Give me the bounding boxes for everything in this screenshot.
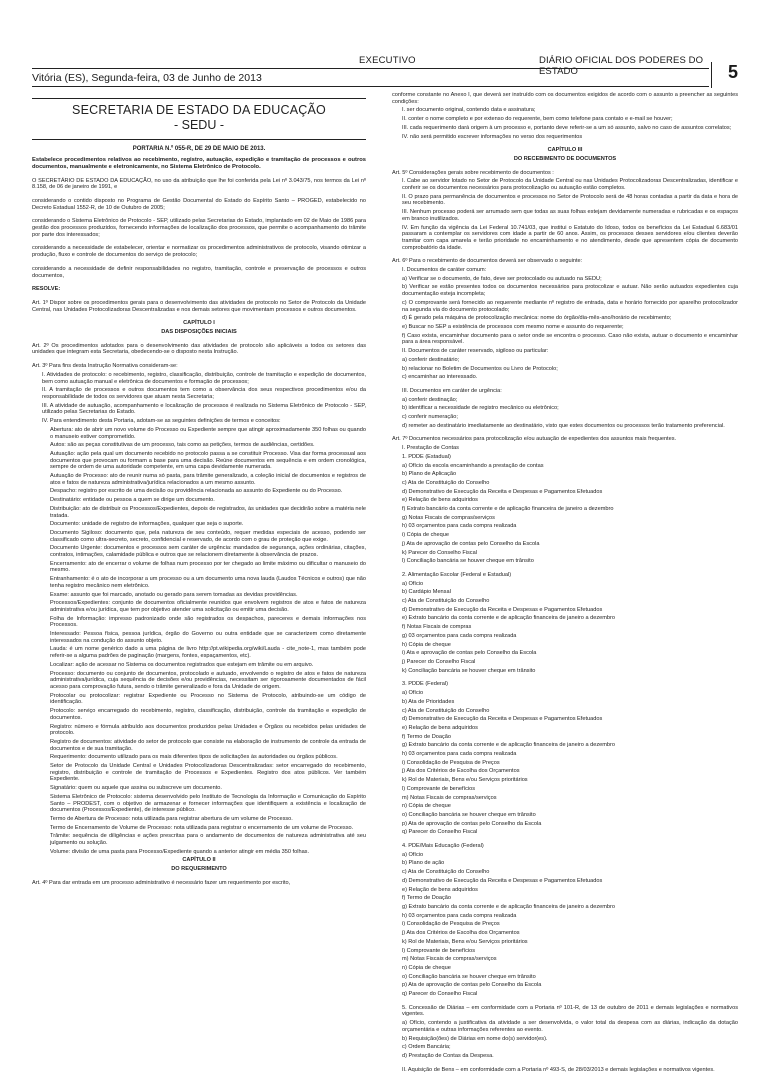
list-item: n) Cópia de cheque (402, 964, 451, 971)
list-item: Destinatário: entidade ou pessoa a quem se dirige um documento. (50, 497, 215, 504)
list-item: Distribuição: ato de distribuir os Processos/Expedientes, depois de registrados, às unidades que decidirão sobre a matéria nele tratada. (50, 505, 366, 519)
list-item: c) encaminhar ao interessado. (402, 374, 478, 381)
list-item: Localizar: ação de acessar no Sistema os documentos registrados que estejam em trâmite ou em arquivo. (50, 661, 314, 668)
list-item: c) conferir numeração; (402, 414, 458, 421)
subsection: 4. PDE/Mais Educação (Federal) (402, 843, 484, 850)
list-item: m) Notas Fiscais de compras/serviços (402, 794, 497, 801)
list-item: h) 03 orçamentos para cada compra realizada (402, 912, 517, 919)
paragraph: considerando o Sistema Eletrônico de Protocolo - SEP, utilizado pelas Secretarias do Estado, implantado em 02 de Maio de 1986 para gestão dos processos produzidos, fornecendo informações de localização dos processos, que permite o acompanhamento do trâmite por parte dos interessados; (32, 218, 366, 238)
list-item: I. ser documento original, contendo data e assinatura; (402, 107, 536, 114)
subsection: I. Documentos de caráter comum: (402, 267, 487, 274)
list-item: IV. não será permitido escrever informações no verso dos requerimentos (402, 133, 583, 140)
list-item: b) Plano de Aplicação (402, 471, 457, 478)
list-item: Exame: assunto que foi marcado, anotado ou gerado para serem tomadas as devidas providências. (50, 591, 298, 598)
list-item: j) Ata dos Critérios de Escolha dos Orçamentos (402, 930, 520, 937)
list-item: c) O comprovante será fornecido ao requerente mediante nº registro de entrada, data e horário fornecido por aparelho protocolizador na segunda via do documento protocolado; (402, 299, 738, 313)
list-item: e) Extrato bancário da conta corrente e de aplicação financeira de janeiro a dezembro (402, 615, 616, 622)
article: Art. 7º Documentos necessários para protocolização e/ou autuação de expedientes dos assuntos mais frequentes. (392, 436, 677, 443)
list-item: Autuação: ação pela qual um documento recebido no protocolo passa a se constituir Processo. Visa dar forma processual aos documentos que provocam ou formam a base para uma decisão. Reúne documentos em sequência e em ordem cronológica, sempre de ordem de uma autoridade competente, em uma capa devidamente numerada. (50, 450, 366, 471)
list-item: c) Ata de Constituição do Conselho (402, 598, 490, 605)
list-item: b) identificar a necessidade de registro mecânico ou eletrônico; (402, 405, 559, 412)
article: Art. 2º Os procedimentos adotados para o desenvolvimento das atividades de protocolo são aplicáveis a todos os setores das unidades que integram esta Secretaria, obedecendo-se o disposto nesta Instrução. (32, 342, 366, 356)
list-item: a) Verificar se o documento, de fato, deve ser protocolado ou autuado na SEDU; (402, 275, 602, 282)
section-label: EXECUTIVO (359, 55, 416, 66)
list-item: d) remeter ao destinatário imediatamente ao destinatário, visto que estes documentos ou processos terão tratamento preferencial. (402, 422, 725, 429)
list-item: b) Plano de ação (402, 860, 445, 867)
right-column (392, 92, 738, 1075)
list-item: f) Notas Fiscais de compras (402, 624, 472, 631)
list-item: j) Parecer do Conselho Fiscal (402, 659, 476, 665)
list-item: b) Cardápio Mensal (402, 589, 451, 596)
list-item: k) Conciliação bancária se houver cheque em trânsito (402, 667, 536, 674)
chapter-heading: CAPÍTULO II (182, 857, 216, 864)
list-item: a) Ofício (402, 580, 424, 587)
paragraph: O SECRETÁRIO DE ESTADO DA EDUCAÇÃO, no uso da atribuição que lhe foi conferida pela Lei nº 3.043/75, nos termos da Lei nº 8.158, de 06 de janeiro de 1991, e (32, 177, 366, 191)
list-item: b) Requisição(ões) de Diárias em nome do(s) servidor(es). (402, 1035, 548, 1042)
list-item: Registro de documentos: atividade do setor de protocolo que consiste na elaboração de instrumento de controle da entrada de documentos e de sua tramitação. (50, 738, 366, 752)
list-item: Sistema Eletrônico de Protocolo: sistema desenvolvido pelo Instituto de Tecnologia da Informação e Comunicação do Espírito Santo – PRODEST, com o objetivo de armazenar e fornecer informações que identifiquem a existência e localização de documentos (Processos/Expediente), de interesse público. (50, 793, 366, 814)
secretaria-subtitle: - SEDU - (174, 118, 224, 132)
list-item: Autuação de Processo: ato de reunir numa só pasta, para trâmite generalizado, a coleção inicial de documentos e registros de atos e fatos de natureza administrativa/jurídica relacionados a um mesmo assunto. (50, 473, 366, 486)
list-item: Folha de Informação: impresso padronizado onde são registrados os despachos, pareceres e demais informações nos Processos. (50, 615, 366, 629)
portaria-title: PORTARIA N.º 055-R, DE 29 DE MAIO DE 2013. (132, 146, 266, 152)
list-item: l) Comprovante de benefícios (402, 947, 476, 954)
list-item: IV. Em função da vigência da Lei Federal 10.741/03, que institui o Estatuto do Idoso, todos os benefícios da Lei Estadual 6.683/01 passaram a contemplar os servidores com idade a partir de 60 anos. Assim, os processos desses servidores e/ou clientes deverão tramitar com capa amarela e terão prioridade no encaminhamento e no atendimento, desde que apresentem cópia de documento comprobatório da idade. (402, 224, 738, 251)
list-item: a) Ofício da escola encaminhando a prestação de contas (402, 462, 544, 469)
list-item: q) Parecer do Conselho Fiscal (402, 991, 478, 998)
list-item: Protocolo: serviço encarregado do recebimento, registro, classificação, distribuição, controle da tramitação e expedição de documentos. (50, 708, 366, 721)
paragraph: considerando o contido disposto no Programa de Gestão Documental do Estado do Espírito Santo – PROGED, estabelecido no Decreto Estadual 1552-R, de 10 de Outubro de 2005; (32, 197, 366, 211)
list-item: IV. Para entendimento desta Portaria, adotam-se as seguintes definições de termos e conceitos: (42, 418, 281, 425)
list-item: e) Relação de bens adquiridos (402, 886, 478, 893)
list-item: f) Extrato bancário da conta corrente e de aplicação financeira de janeiro a dezembro (402, 506, 614, 513)
page-number: 5 (727, 62, 738, 82)
article: Art. 4º Para dar entrada em um processo administrativo é necessário fazer um requerimento por escrito, (32, 879, 291, 886)
list-item: k) Parecer do Conselho Fiscal (402, 549, 477, 556)
list-item: i) Cópia de cheque (402, 532, 449, 539)
list-item: Documento: unidade de registro de informações, qualquer que seja o suporte. (50, 521, 244, 528)
list-item: a) Ofício (402, 851, 424, 858)
chapter-heading: CAPÍTULO III (547, 147, 583, 154)
list-item: g) Extrato bancário da conta corrente e de aplicação financeira de janeiro a dezembro (402, 742, 616, 749)
list-item: m) Notas Fiscais de compras/serviços (402, 956, 497, 963)
list-item: c) Ata de Constituição do Conselho (402, 707, 490, 714)
masthead (32, 50, 738, 84)
ementa: Estabelece procedimentos relativos ao recebimento, registro, autuação, expedição e tramitação de processos e outros documentos, manualmente e eletronicamente, no Sistema Eletrônico de Protocolo. (32, 156, 366, 170)
list-item: d) Prestação de Contas da Despesa. (402, 1052, 494, 1059)
list-item: Encerramento: ato de encerrar o volume de folhas num processo por ter chegado ao limite máximo ou dificultar o manuseio do mesmo. (50, 560, 366, 574)
list-item: e) Relação de bens adquiridos (402, 497, 478, 504)
list-item: b) Verificar se estão presentes todos os documentos necessários para protocolizar e autuar. Não serão autuados expedientes cuja documentação esteja incompleta; (402, 284, 738, 298)
list-item: II. A tramitação de processos e outros documentos tem como a observância dos seus respectivos procedimentos e/ou da responsabilidade de todos os servidores que atuam nesta Secretaria; (42, 387, 366, 400)
list-item: Setor de Protocolo da Unidade Central e Unidades Protocolizadoras Descentralizadas: setor encarregado do recebimento, registro, distribuição e controle de tramitação de Processos e Expedientes. Registro dos atos públicos. Ver também Expediente. (50, 763, 366, 783)
chapter-title: DO RECEBIMENTO DE DOCUMENTOS (513, 155, 617, 162)
secretaria-title: SECRETARIA DE ESTADO DA EDUCAÇÃO (72, 103, 326, 117)
list-item: Termo de Abertura de Processo: nota utilizada para registrar abertura de um volume de Processo. (50, 815, 293, 822)
list-item: Documento Sigiloso: documento que, pela natureza de seu conteúdo, requer medidas especiais de acesso, podendo ser classificado como ultra-secreto, secreto, confidencial e reservado, de acordo com o grau de proteção que exige. (50, 529, 366, 543)
list-item: Volume: divisão de uma pasta para Processo/Expediente quando a anterior atingir em média 350 folhas. (50, 848, 310, 855)
list-item: II. O prazo para permanência de documentos e processos no Setor de Protocolo será de 48 horas contadas a partir da data e hora de seu recebimento. (402, 193, 738, 207)
subsection: 3. PDDE (Federal) (402, 681, 449, 688)
list-item: h) Cópia de cheque (402, 641, 451, 648)
list-item: k) Rol de Materiais, Bens e/ou Serviços prioritários (402, 938, 528, 945)
list-item: b) Ata de Prioridades (402, 698, 455, 705)
article: Art. 5º Considerações gerais sobre recebimento de documentos : (392, 169, 554, 176)
list-item: p) Ata de aprovação de contas pelo Conselho da Escola (402, 982, 542, 989)
list-item: a) conferir destinatário; (402, 356, 460, 363)
list-item: II. conter o nome completo e por extenso do requerente, bem como telefone para contato e e-mail se houver; (402, 116, 673, 123)
article: Art. 3º Para fins desta Instrução Normativa consideram-se: (32, 363, 178, 370)
subsection: II. Aquisição de Bens – em conformidade com a Portaria nº 493-S, de 28/03/2013 e demais legislações e normativos vigentes. (402, 1066, 715, 1073)
list-item: c) Ata de Constituição do Conselho (402, 479, 490, 486)
list-item: f) Termo de Doação (402, 733, 452, 740)
masthead-rule-bottom (32, 86, 709, 87)
list-item: b) relacionar no Boletim de Documentos ou Livro de Protocolo; (402, 365, 558, 372)
list-item: f) Termo de Doação (402, 895, 452, 902)
subsection: I. Prestação de Contas (402, 445, 459, 452)
masthead-rule-top (32, 68, 709, 69)
list-item: l) Comprovante de benefícios (402, 785, 476, 792)
list-item: i) Consolidação de Pesquisa de Preços (402, 759, 500, 766)
list-item: d) É gerado pela máquina de protocolização mecânica: nome do órgão/dia-mês-ano/horário de recebimento; (402, 315, 672, 322)
list-item: Processos/Expedientes: conjunto de documentos oficialmente reunidos que envolvem registros de atos e fatos de natureza administrativa e/ou jurídica, que tem por objetivo atender uma solicitação ou emitir uma decisão. (50, 600, 366, 613)
list-item: d) Demonstrativo de Execução da Receita e Despesas e Pagamentos Efetuados (402, 488, 603, 495)
list-item: Lauda: é um nome genérico dado a uma página de livro http://pt.wikipedia.org/wiki/Lauda - cite_note-1, mas também pode referir-se a alguma padrões de paginação (margens, fontes, espaçamentos, etc). (50, 646, 366, 660)
list-item: f) Caso exista, encaminhar documento para o setor onde se encontra o processo. Caso não exista, autuar o documento e encaminhar para a área responsável. (402, 332, 738, 346)
list-item: l) Conciliação bancária se houver cheque em trânsito (402, 558, 534, 565)
subsection: 1. PDDE (Estadual) (402, 453, 451, 460)
list-item: Protocolar ou protocolizar: registrar Expediente ou Processo no Sistema de Protocolo, atribuindo-se um código de identificação. (50, 692, 366, 706)
article: Art. 1º Dispor sobre os procedimentos gerais para o desenvolvimento das atividades de protocolo no Setor de Protocolo da Unidade Central, nas Unidades Protocolizadoras Descentralizadas e nos demais setores que movimentam processos e outros documentos. (32, 299, 366, 313)
resolve-label: RESOLVE: (32, 286, 61, 293)
list-item: Autos: são as peças constitutivas de um processo, tais como as petições, termos de audiências, certidões. (50, 442, 315, 449)
subsection: 2. Alimentação Escolar (Federal e Estadual) (402, 571, 512, 578)
list-item: n) Cópia de cheque (402, 803, 451, 810)
list-item: Interessado: Pessoa física, pessoa jurídica, órgão do Governo ou outra entidade que se caracterizem como diretamente interessados na condução do assunto objeto. (50, 631, 366, 644)
list-item: d) Demonstrativo de Execução da Receita e Despesas e Pagamentos Efetuados (402, 716, 603, 723)
list-item: i) Ata e aprovação de contas pelo Conselho da Escola (402, 650, 537, 657)
list-item: Requerimento: documento utilizado para os mais diferentes tipos de solicitações às autoridades ou órgãos públicos. (50, 754, 338, 761)
list-item: Registro: número e fórmula atribuído aos documentos produzidos pelas Unidades e Órgãos ou recebidos pelas unidades de protocolo. (50, 723, 366, 737)
subsection: III. Documentos em caráter de urgência: (402, 387, 502, 394)
list-item: j) Ata de aprovação de contas pelo Conselho da Escola (402, 540, 540, 547)
list-item: III. cada requerimento dará origem à um processo e, portanto deve referir-se a um só assunto, salvo no caso de assuntos correlatos; (402, 124, 732, 131)
page-number-divider (711, 62, 712, 88)
list-item: III. A atividade de autuação, acompanhamento e localização de processos é realizada no Sistema Eletrônico de Protocolo - SEP, utilizado pelas Secretarias do Estado. (42, 402, 366, 416)
secretaria-header (32, 98, 366, 140)
list-item: I. Atividades de protocolo: o recebimento, registro, classificação, distribuição, controle de tramitação e expedição de documentos, bem como autuação manual e eletrônica de documentos e formação de processos; (42, 371, 366, 385)
subsection: II. Documentos de caráter reservado, sigiloso ou particular: (402, 348, 549, 355)
list-item: e) Buscar no SEP a existência de processos com mesmo nome e assunto do requerente; (402, 323, 624, 330)
chapter-title: DAS DISPOSIÇÕES INICIAIS (161, 329, 237, 336)
list-item: Abertura: ato de abrir um novo volume do Processo ou Expediente sempre que atingir aproximadamente 350 folhas ou quando o manuseio estiver comprometido. (50, 426, 366, 440)
list-item: a) Ofício (402, 690, 424, 697)
list-item: i) Consolidação de Pesquisa de Preços (402, 921, 500, 928)
list-item: o) Conciliação bancária se houver cheque em trânsito (402, 811, 536, 818)
subsection: 5. Concessão de Diárias – em conformidade com a Portaria nº 101-R, de 13 de outubro de 2011 e demais legislações e normativos vigentes. (402, 1004, 738, 1018)
list-item: o) Conciliação bancária se houver cheque em trânsito (402, 973, 536, 980)
list-item: g) Notas Fiscais de compras/serviços (402, 514, 495, 521)
list-item: I. Cabe ao servidor lotado no Setor de Protocolo da Unidade Central ou nas Unidades Protocolizadoras Descentralizadas, identificar e conferir se os documentos necessários para protocolização ou autuação estão completos. (402, 178, 738, 192)
paragraph: conforme constante no Anexo I, que deverá ser instruído com os documentos exigidos de acordo com o assunto a preencher as seguintes condições: (392, 92, 738, 105)
list-item: d) Demonstrativo de Execução da Receita e Despesas e Pagamentos Efetuados (402, 606, 603, 613)
list-item: a) conferir destinação; (402, 396, 458, 403)
list-item: a) Ofício, contendo a justificativa da atividade a ser desenvolvida, o valor total da despesa com as diárias, indicação da dotação orçamentária e outras informações referentes ao evento. (402, 1020, 738, 1033)
list-item: d) Demonstrativo de Execução da Receita e Despesas e Pagamentos Efetuados (402, 877, 603, 884)
list-item: III. Nenhum processo poderá ser arrumado sem que todas as suas folhas estejam devidamente numeradas e rubricadas e os espaços em branco inutilizados. (402, 209, 738, 222)
list-item: c) Ata de Constituição do Conselho (402, 869, 490, 876)
article: Art. 6º Para o recebimento de documentos deverá ser observado o seguinte: (392, 258, 583, 265)
list-item: c) Ordem Bancária; (402, 1044, 451, 1051)
list-item: Termo de Encerramento de Volume de Processo: nota utilizada para registrar o encerramento de um volume de Processo. (50, 824, 354, 831)
list-item: h) 03 orçamentos para cada compra realizada (402, 523, 517, 530)
list-item: p) Ata de aprovação de contas pelo Conselho da Escola (402, 820, 542, 827)
list-item: Signatário: quem ou aquele que assina ou subscreve um documento. (50, 785, 222, 792)
list-item: Documento Urgente: documentos e processos sem caráter de urgência: mandados de segurança, ações ordinárias, citações, contratos, intimações, calamidade pública e outros que se relacionem diretamente à observância de prazos. (50, 545, 366, 559)
journal-title: DIÁRIO OFICIAL DOS PODERES DO ESTADO (539, 55, 704, 77)
list-item: Processo: documento ou conjunto de documentos, protocolado e autuado, envolvendo o registro de atos e fatos de natureza administrativa/jurídica, cuja sequência de decisões e/ou providências, necessitam ser rigorosamente documentados de fácil acesso para comprovação futura, sendo o trâmite generalizado e fora da Unidade de origem. (50, 670, 366, 690)
left-column (32, 92, 366, 889)
list-item: k) Rol de Materiais, Bens e/ou Serviços prioritários (402, 777, 528, 784)
list-item: j) Ata dos Critérios de Escolha dos Orçamentos (402, 768, 520, 775)
dateline: Vitória (ES), Segunda-feira, 03 de Junho de 2013 (32, 72, 262, 84)
chapter-title: DO REQUERIMENTO (171, 866, 227, 873)
list-item: e) Relação de bens adquiridos (402, 724, 478, 731)
paragraph: considerando a necessidade de estabelecer, orientar e normatizar os procedimentos administrativos de protocolo, visando otimizar a produção, fluxo e controle de documentos do serviço de protocolo; (32, 245, 366, 259)
paragraph: considerando a necessidade de definir responsabilidades no registro, tramitação, controle e preservação de processos e outros documentos, (32, 265, 366, 279)
list-item: h) 03 orçamentos para cada compra realizada (402, 751, 517, 758)
list-item: Trâmite: sequência de diligências e ações prescritas para o andamento de documentos de natureza administrativa até seu julgamento ou solução. (50, 833, 366, 847)
list-item: g) 03 orçamentos para cada compra realizada (402, 632, 517, 639)
list-item: g) Extrato bancário da conta corrente e de aplicação financeira de janeiro a dezembro (402, 903, 616, 910)
chapter-heading: CAPÍTULO I (183, 320, 215, 327)
list-item: q) Parecer do Conselho Fiscal (402, 829, 478, 836)
list-item: Despacho: registro por escrito de uma decisão ou providência relacionada ao assunto do Expediente ou do Processo. (50, 488, 343, 495)
list-item: Entranhamento: é o ato de incorporar a um processo ou a um documento uma nova lauda (Laudos Técnicos e outros) que não tenha registro mecânico nem eletrônico. (50, 576, 366, 589)
